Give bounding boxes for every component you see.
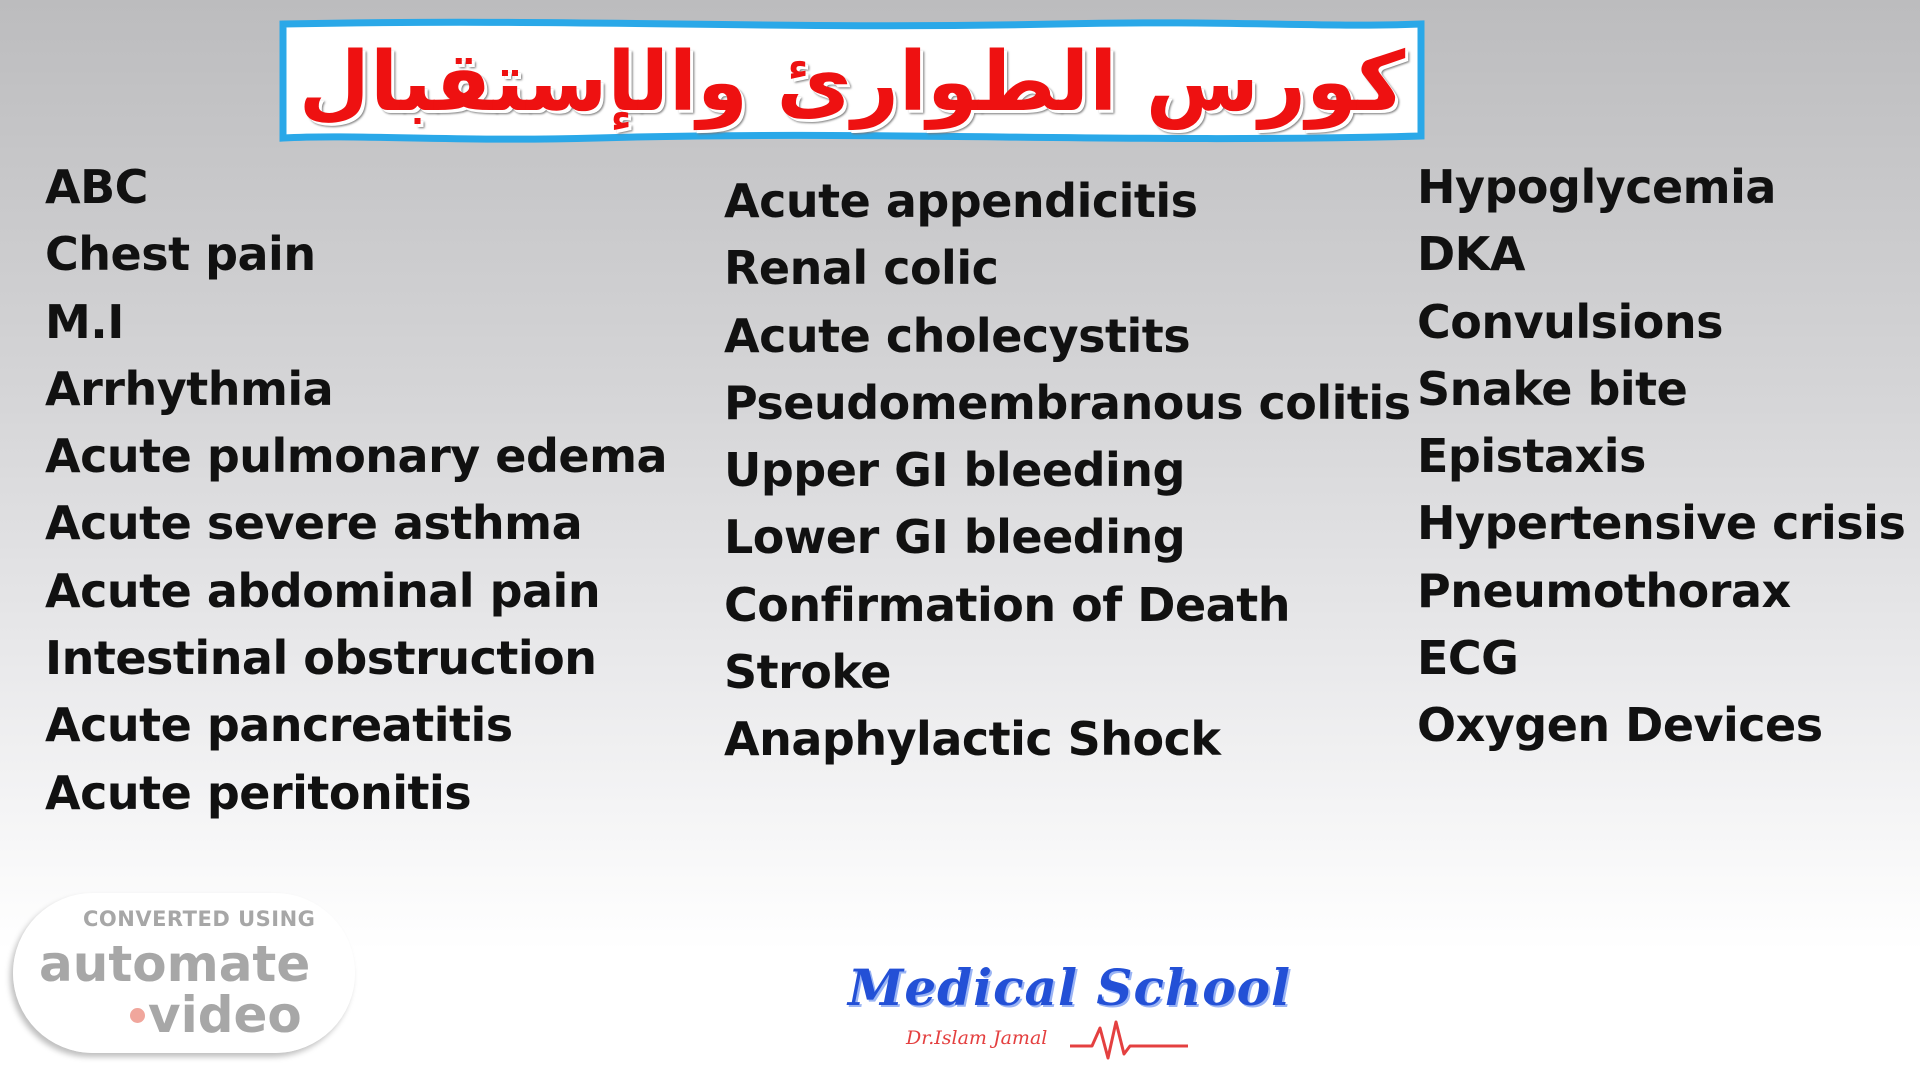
topic-item: Acute pulmonary edema	[45, 429, 668, 484]
topic-item: M.I	[45, 294, 124, 349]
topic-column-2	[724, 168, 1411, 774]
topic-item: Acute severe asthma	[45, 496, 583, 551]
topic-item: Hypoglycemia	[1417, 160, 1776, 214]
topic-item: Snake bite	[1417, 361, 1688, 416]
topic-item: Epistaxis	[1417, 429, 1646, 484]
topic-item: Acute appendicitis	[724, 174, 1198, 228]
topic-item: Acute abdominal pain	[45, 563, 601, 618]
medical-school-logo	[840, 950, 1310, 1072]
topic-item: Pneumothorax	[1417, 563, 1791, 618]
topic-item: ECG	[1417, 631, 1519, 686]
topic-item: Lower GI bleeding	[724, 510, 1186, 565]
topic-item: Acute pancreatitis	[45, 698, 513, 753]
topic-item: Renal colic	[724, 241, 999, 296]
topic-column-1	[45, 154, 667, 827]
topic-item: Acute cholecystits	[724, 308, 1191, 363]
topic-item: Anaphylactic Shock	[724, 712, 1221, 767]
topic-item: Acute peritonitis	[45, 765, 472, 820]
watermark-brand-line2: video	[148, 986, 302, 1044]
logo-title: Medical School	[848, 958, 1291, 1017]
topic-item: Oxygen Devices	[1417, 698, 1823, 753]
watermark-brand-line1: automate	[39, 935, 311, 993]
heartbeat-icon	[1070, 1018, 1190, 1062]
topic-item: Convulsions	[1417, 294, 1723, 349]
topic-item: DKA	[1417, 227, 1525, 282]
watermark-dot	[130, 1008, 145, 1023]
topic-item: Arrhythmia	[45, 361, 334, 416]
topic-item: Upper GI bleeding	[724, 443, 1185, 498]
topic-column-3	[1417, 154, 1905, 760]
watermark-badge	[13, 893, 355, 1053]
topic-item: ABC	[45, 160, 148, 214]
topic-item: Intestinal obstruction	[45, 631, 597, 686]
watermark-caption: CONVERTED USING	[83, 907, 316, 931]
title-banner	[277, 18, 1427, 146]
page-title: كورس الطوارئ والإستقبال	[298, 34, 1406, 130]
topic-item: Confirmation of Death	[724, 577, 1290, 632]
topic-item: Chest pain	[45, 227, 316, 282]
topic-item: Pseudomembranous colitis	[724, 375, 1411, 430]
topic-item: Hypertensive crisis	[1417, 496, 1906, 551]
topic-item: Stroke	[724, 645, 891, 700]
logo-subtitle: Dr.Islam Jamal	[906, 1027, 1048, 1049]
